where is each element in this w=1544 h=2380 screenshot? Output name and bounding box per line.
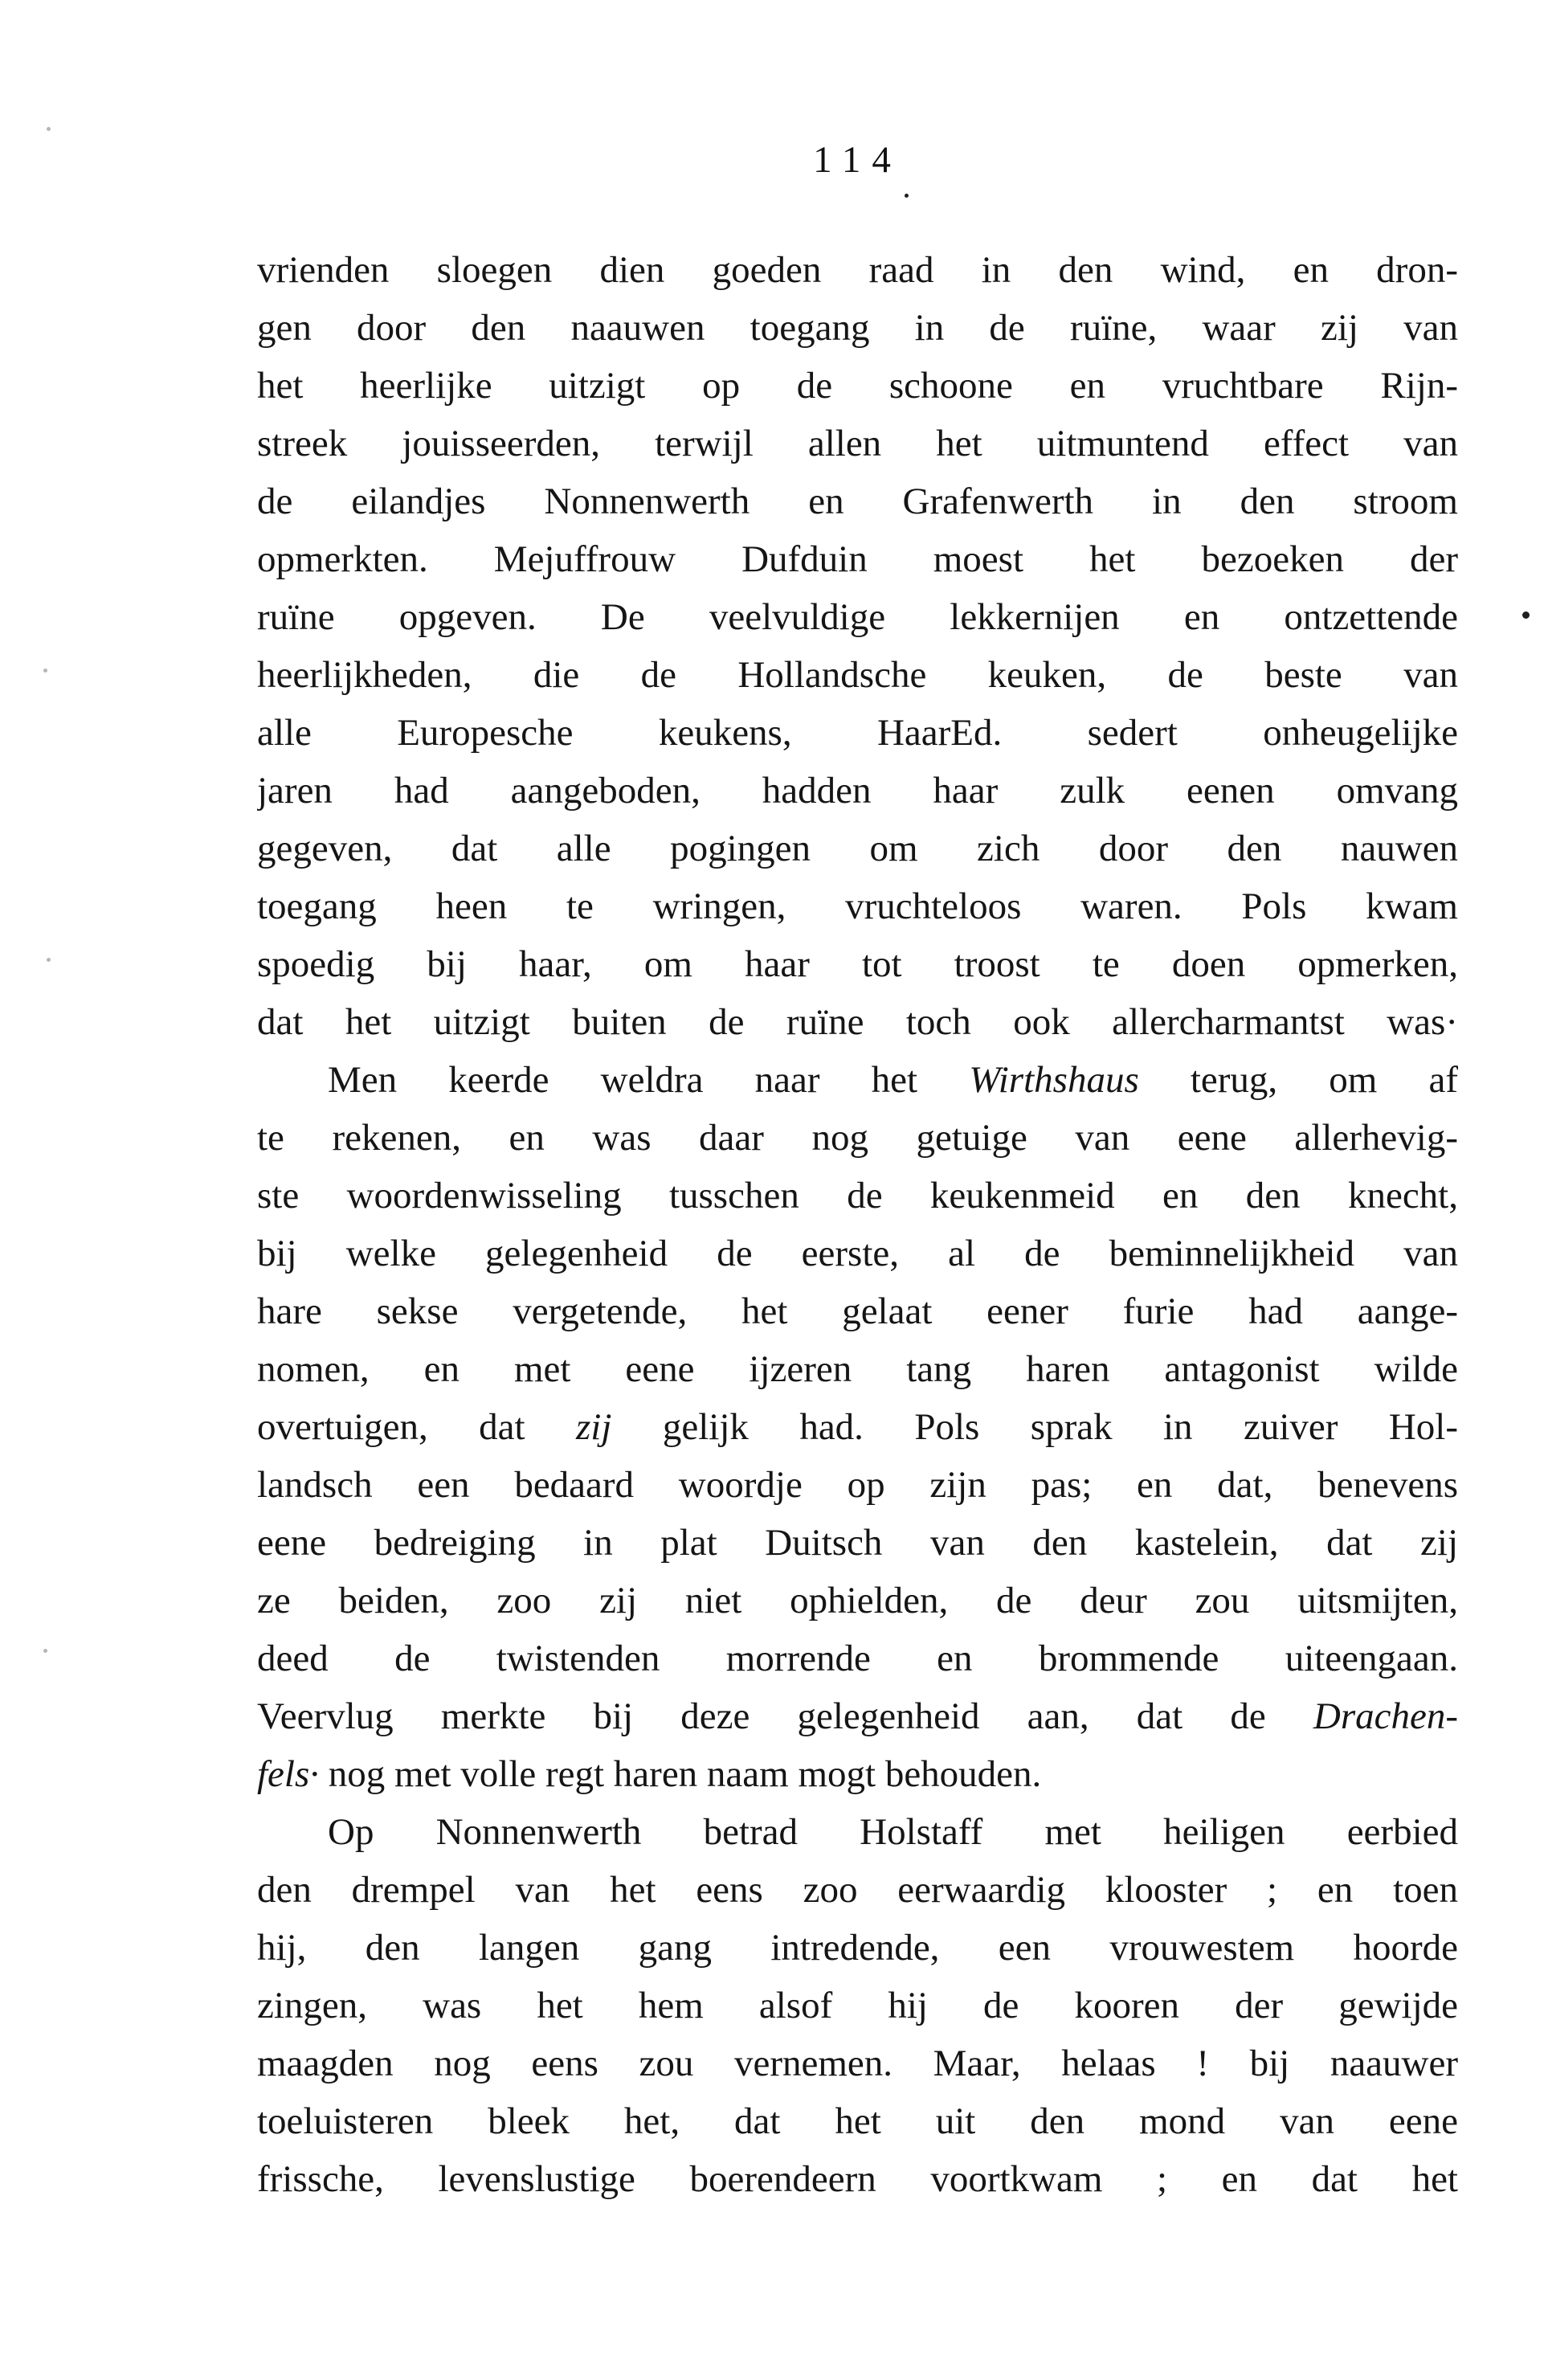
text-line: eene bedreiging in plat Duitsch van den kastelein, dat zij [257,1522,1458,1564]
text-line: de eilandjes Nonnenwerth en Grafenwerth in den stroom [257,480,1458,522]
text-line: toegang heen te wringen, vruchteloos waren. Pols kwam [257,885,1458,927]
text-line: toeluisteren bleek het, dat het uit den mond van eene [257,2100,1458,2142]
italic-word: Wirthshaus [969,1059,1139,1101]
body-text [257,241,1458,2208]
ink-speck [905,194,909,198]
text-line: gegeven, dat alle pogingen om zich door den nauwen [257,828,1458,869]
text-line: zingen, was het hem alsof hij de kooren der gewijde [257,1985,1458,2026]
text-line: ste woordenwisseling tusschen de keukenmeid en den knecht, [257,1175,1458,1217]
ink-speck [43,1649,47,1653]
ink-speck [47,958,51,962]
text-line: jaren had aangeboden, hadden haar zulk eenen omvang [257,770,1458,812]
ink-speck [43,669,47,673]
text-line: vrienden sloegen dien goeden raad in den wind, en dron- [257,249,1458,291]
text-line: spoedig bij haar, om haar tot troost te doen opmerken, [257,943,1458,985]
text-line: maagden nog eens zou vernemen. Maar, helaas ! bij naauwer [257,2043,1458,2084]
text-line: den drempel van het eens zoo eerwaardig klooster ; en toen [257,1869,1458,1911]
ink-speck [47,127,51,131]
text-line: ruïne opgeven. De veelvuldige lekkernijen en ontzettende [257,596,1458,638]
text-line-paragraph-start: Op Nonnenwerth betrad Holstaff met heiligen eerbied [328,1811,1458,1853]
text-line: nomen, en met eene ijzeren tang haren antagonist wilde [257,1348,1458,1390]
text-line: heerlijkheden, die de Hollandsche keuken, de beste van [257,654,1458,696]
italic-word: fels· [257,1753,320,1795]
text-line: hij, den langen gang intredende, een vrouwestem hoorde [257,1927,1458,1969]
ink-speck [1522,611,1530,619]
text-line: hare sekse vergetende, het gelaat eener furie had aange- [257,1290,1458,1332]
text-line: te rekenen, en was daar nog getuige van eene allerhevig- [257,1117,1458,1159]
text-line: alle Europesche keukens, HaarEd. sedert onheugelijke [257,712,1458,754]
text-line: dat het uitzigt buiten de ruïne toch ook allercharmantst was· [257,1001,1458,1043]
text-line: Veervlug merkte bij deze gelegenheid aan, dat de Drachen- [257,1695,1458,1737]
text-line: het heerlijke uitzigt op de schoone en vruchtbare Rijn- [257,365,1458,407]
text-line: opmerkten. Mejuffrouw Dufduin moest het bezoeken der [257,538,1458,580]
text-line: overtuigen, dat zij gelijk had. Pols sprak in zuiver Hol- [257,1406,1458,1448]
text-line: landsch een bedaard woordje op zijn pas; en dat, benevens [257,1464,1458,1506]
text-line-paragraph-start: Men keerde weldra naar het Wirthshaus terug, om af [328,1059,1458,1101]
text-line: streek jouisseerden, terwijl allen het uitmuntend effect van [257,423,1458,464]
text-line: gen door den naauwen toegang in de ruïne, waar zij van [257,307,1458,349]
text-line-paragraph-end: fels· nog met volle regt haren naam mogt behouden. [257,1753,1042,1795]
text-line: frissche, levenslustige boerendeern voortkwam ; en dat het [257,2158,1458,2200]
text-line: ze beiden, zoo zij niet ophielden, de deur zou uitsmijten, [257,1580,1458,1621]
text-line: deed de twistenden morrende en brommende uiteengaan. [257,1638,1458,1679]
italic-word: Drachen- [1313,1695,1458,1737]
italic-word: zij [576,1406,612,1448]
text-line: bij welke gelegenheid de eerste, al de beminnelijkheid van [257,1233,1458,1274]
page-number: 114 [813,139,902,181]
